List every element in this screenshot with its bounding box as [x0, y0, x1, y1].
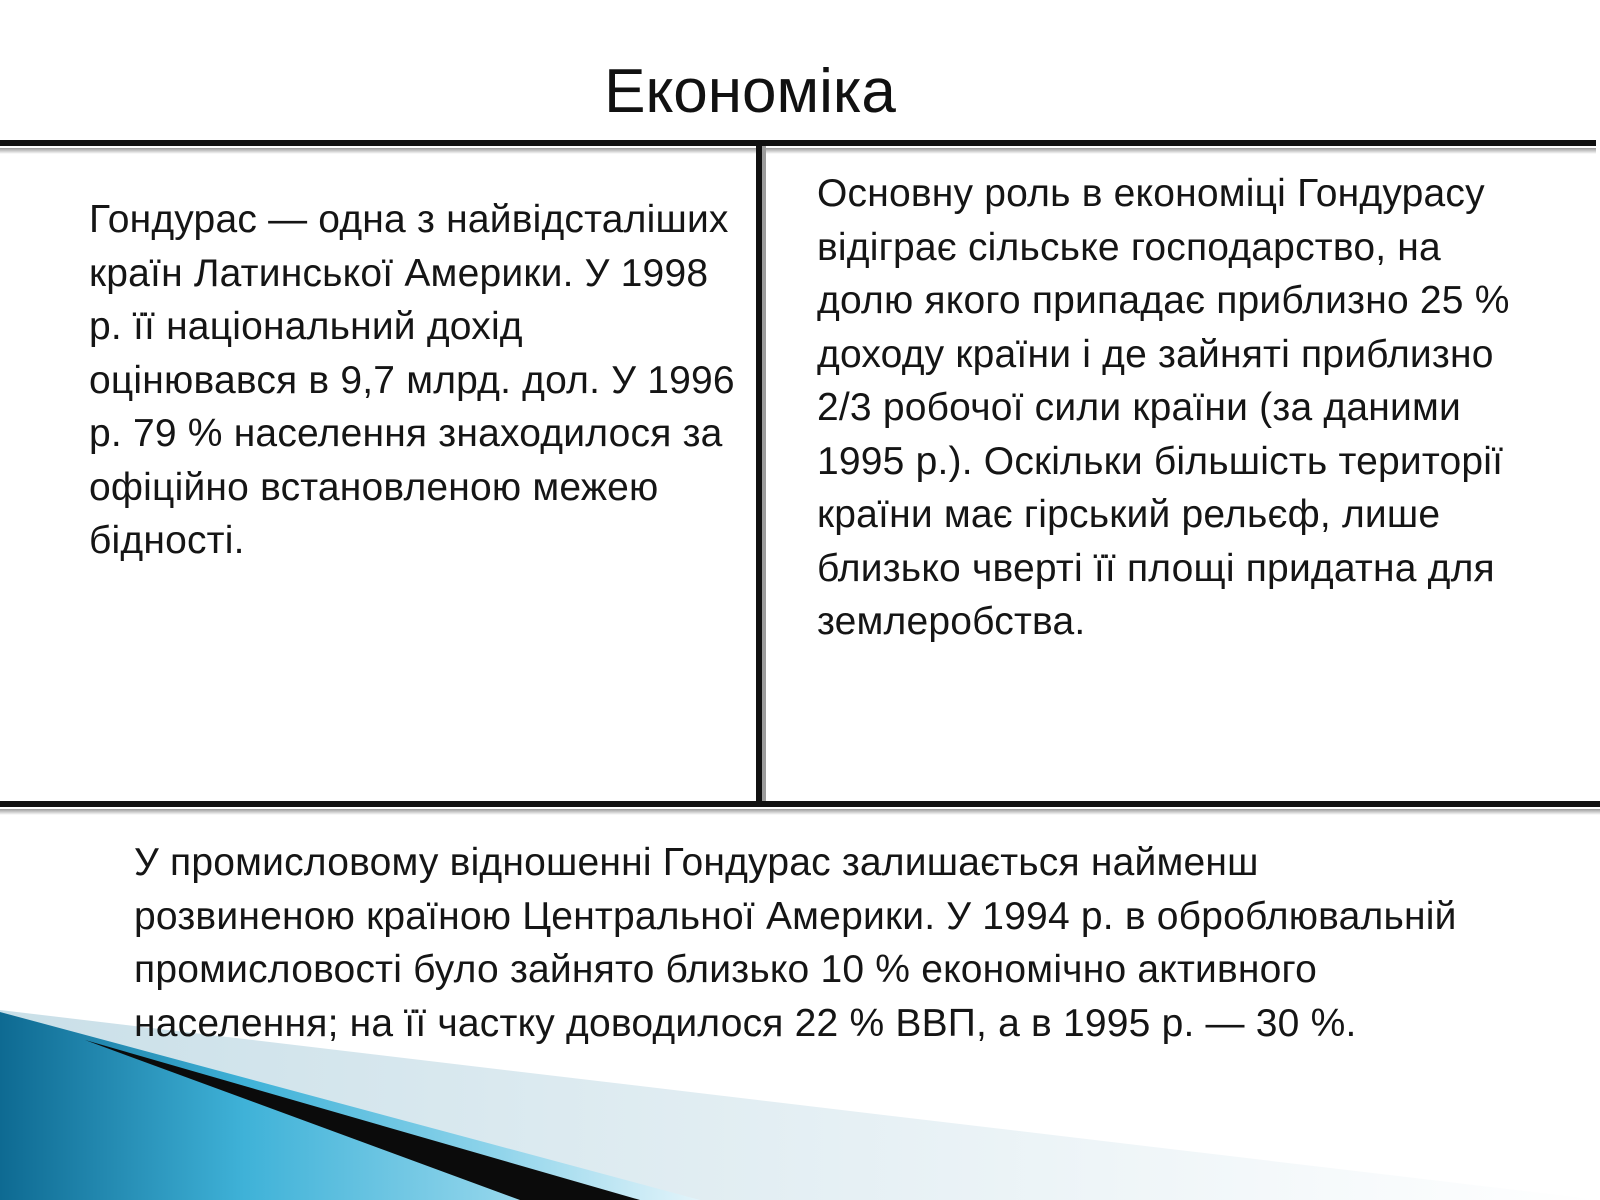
vertical-divider	[756, 146, 762, 802]
top-rule	[0, 140, 1596, 146]
right-column-text: Основну роль в економіці Гондурасу відіграє сільське господарство, на долю якого припадає приблизно 25 % доходу країни і де зайняті приблизно 2/3 робочої сили країни (за даними 1995 р.). Оскільки більшість території країни має гірський рельєф, лише близько чверті її площі придатна для землеробства.	[817, 172, 1510, 643]
middle-rule-shadow	[0, 809, 1600, 815]
slide-title: Економіка	[604, 57, 896, 126]
left-column-text: Гондурас — одна з найвідсталіших країн Латинської Америки. У 1998 р. її національний дохід оцінювався в 9,7 млрд. дол. У 1996 р. 79 % населення знаходилося за офіційно встановленою межею бідності.	[89, 198, 735, 562]
bottom-paragraph: У промисловому відношенні Гондурас залишається найменш розвиненою країною Центральної Америки. У 1994 р. в оброблювальній промисловості було зайнято близько 10 % економічно активного населення; на її частку доводилося 22 % ВВП, а в 1995 р. — 30 %.	[134, 841, 1457, 1045]
middle-rule	[0, 801, 1600, 807]
vertical-divider-shadow	[762, 146, 766, 802]
top-rule-shadow	[0, 148, 1596, 154]
